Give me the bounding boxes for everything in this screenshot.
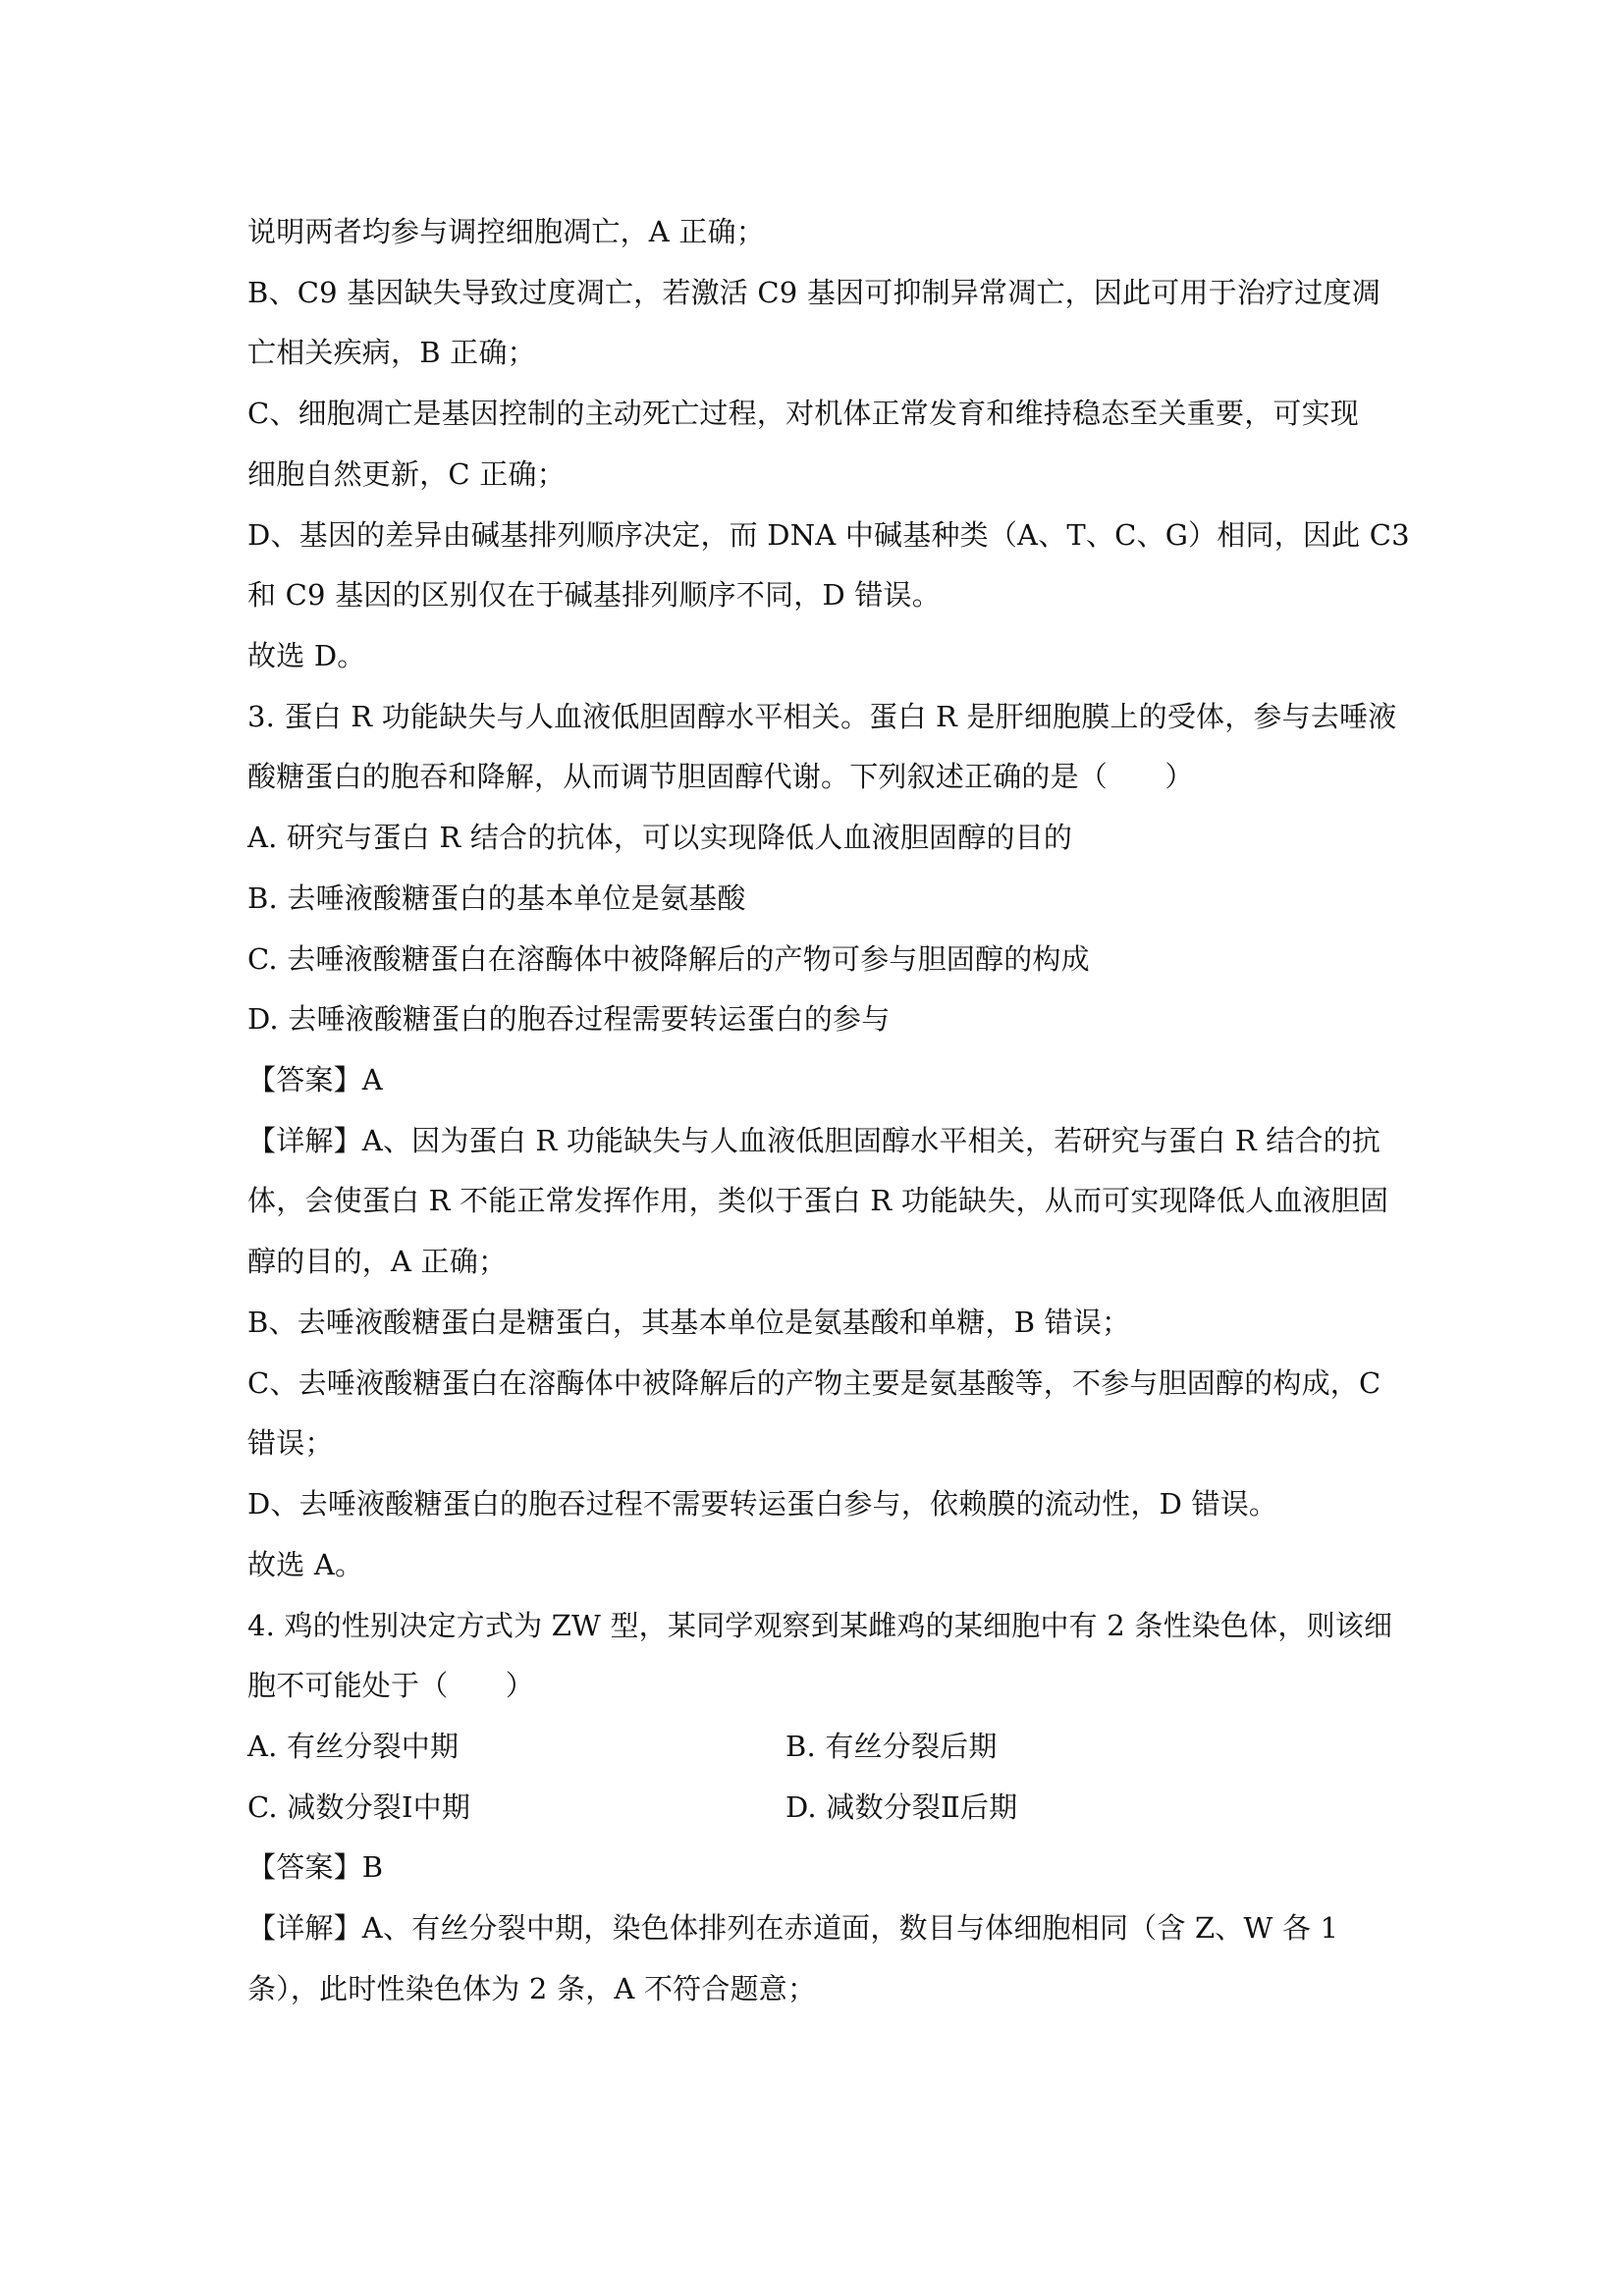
text-line: 细胞自然更新，C 正确；: [247, 457, 566, 491]
text-line: 故选 D。: [247, 639, 366, 672]
question-3-option-a: A. 研究与蛋白 R 结合的抗体，可以实现降低人血液胆固醇的目的: [247, 821, 1073, 854]
text-line: D、基因的差异由碱基排列顺序决定，而 DNA 中碱基种类（A、T、C、G）相同，因此 C3: [247, 518, 1410, 552]
question-3-conclusion: 故选 A。: [247, 1548, 364, 1581]
question-3-detail: 醇的目的，A 正确；: [247, 1245, 508, 1278]
question-4-option-a: A. 有丝分裂中期: [247, 1730, 460, 1763]
question-3-stem: 酸糖蛋白的胞吞和降解，从而调节胆固醇代谢。下列叙述正确的是（ ）: [247, 760, 1194, 793]
question-3-option-b: B. 去唾液酸糖蛋白的基本单位是氨基酸: [247, 881, 746, 915]
question-3-detail: 体，会使蛋白 R 不能正常发挥作用，类似于蛋白 R 功能缺失，从而可实现降低人血液胆固: [247, 1184, 1389, 1217]
text-line: 说明两者均参与调控细胞凋亡，A 正确；: [247, 215, 765, 248]
question-4-option-c: C. 减数分裂Ⅰ中期: [247, 1790, 471, 1824]
question-3-detail: 【详解】A、因为蛋白 R 功能缺失与人血液低胆固醇水平相关，若研究与蛋白 R 结合的抗: [247, 1124, 1381, 1157]
question-4-option-d: D. 减数分裂Ⅱ后期: [785, 1790, 1018, 1824]
question-3-detail: B、去唾液酸糖蛋白是糖蛋白，其基本单位是氨基酸和单糖，B 错误；: [247, 1306, 1131, 1339]
question-3-option-d: D. 去唾液酸糖蛋白的胞吞过程需要转运蛋白的参与: [247, 1002, 891, 1036]
question-3-answer: 【答案】A: [247, 1063, 383, 1096]
question-3-detail: 错误；: [247, 1426, 334, 1460]
text-line: B、C9 基因缺失导致过度凋亡，若激活 C9 基因可抑制异常凋亡，因此可用于治疗过度凋: [247, 276, 1380, 309]
text-line: 亡相关疾病，B 正确；: [247, 336, 536, 369]
question-3-detail: D、去唾液酸糖蛋白的胞吞过程不需要转运蛋白参与，依赖膜的流动性，D 错误。: [247, 1487, 1278, 1521]
text-line: C、细胞凋亡是基因控制的主动死亡过程，对机体正常发育和维持稳态至关重要，可实现: [247, 397, 1359, 430]
question-3-detail: C、去唾液酸糖蛋白在溶酶体中被降解后的产物主要是氨基酸等，不参与胆固醇的构成，C: [247, 1366, 1381, 1400]
text-line: 和 C9 基因的区别仅在于碱基排列顺序不同，D 错误。: [247, 578, 941, 612]
question-4-stem: 胞不可能处于（ ）: [247, 1669, 535, 1702]
question-3-stem: 3. 蛋白 R 功能缺失与人血液低胆固醇水平相关。蛋白 R 是肝细胞膜上的受体，参与去唾液: [247, 700, 1397, 733]
question-4-option-b: B. 有丝分裂后期: [785, 1730, 998, 1763]
question-4-detail: 条），此时性染色体为 2 条，A 不符合题意；: [247, 1972, 817, 2005]
question-4-answer: 【答案】B: [247, 1850, 384, 1884]
question-3-option-c: C. 去唾液酸糖蛋白在溶酶体中被降解后的产物可参与胆固醇的构成: [247, 942, 1090, 976]
question-4-stem: 4. 鸡的性别决定方式为 ZW 型，某同学观察到某雌鸡的某细胞中有 2 条性染色体，则该细: [247, 1609, 1393, 1642]
question-4-detail: 【详解】A、有丝分裂中期，染色体排列在赤道面，数目与体细胞相同（含 Z、W 各 1: [247, 1911, 1339, 1945]
